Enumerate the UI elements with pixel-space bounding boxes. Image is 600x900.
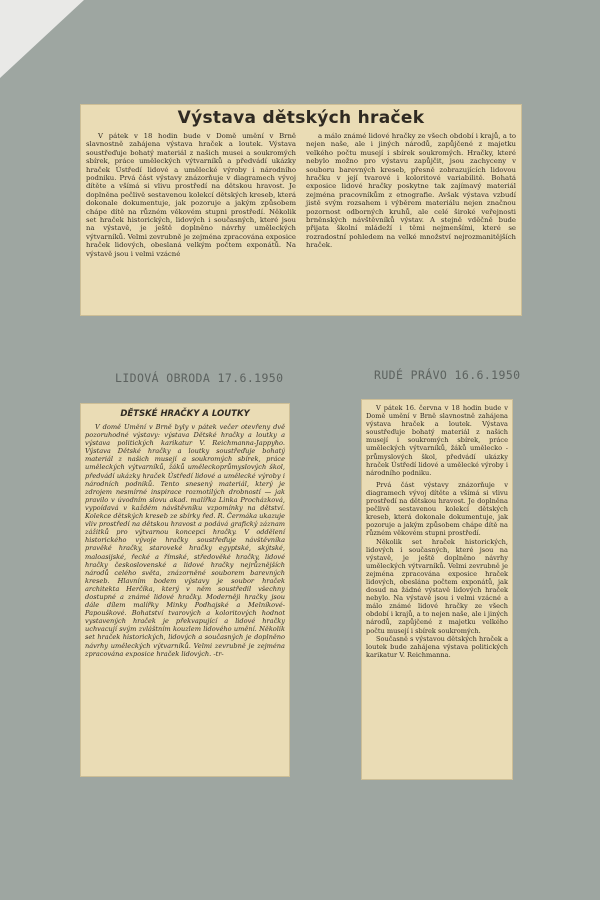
paragraph-3: Několik set hraček historických, lidových i současných, které jsou na výstavě, je ještě doplněno návrhy uměleckých výtvarníků. Velmi zevrubně je zejména zpracována exposice hraček lidových, obeslána počtem exponátů, jak dosud na žádné výstavě lidových hraček nebylo. Na výstavě jsou i velmi vzácné a málo známé lidové hračky ze všech období i krajů, a to nejen naše, ale i jiných národů, zapůjčené z majetku velkého počtu musejí i sbírek soukromých. bbox=[366, 537, 508, 635]
source-stamp-lidova-obroda: LIDOVÁ OBRODA 17.6.1950 bbox=[115, 371, 284, 385]
paragraph-4: Současně s výstavou dětských hraček a loutek bude zahájena výstava politických karikatur V. Reichmanna. bbox=[366, 634, 508, 659]
article-columns bbox=[80, 132, 522, 258]
article-headline: Výstava dětských hraček bbox=[177, 108, 425, 128]
clipping-rude-pravo bbox=[361, 399, 513, 780]
paragraph-2: Prvá část výstavy znázorňuje v diagramech vývoj dítěte a všímá si vlivu prostředí na dětskou hravost. Je doplněna pečlivě sestavenou kolekcí dětských kreseb, která dokonale dokumentuje, jak pozoruje a jakým způsobem chápe dítě na různém věkovém stupni prostředí. bbox=[366, 480, 508, 538]
article-column-right: a málo známé lidové hračky ze všech období i krajů, a to nejen naše, ale i jiných národů, zapůjčené z majetku velkého počtu musejí i sbírek soukromých. Hračky, které nebylo možno pro výstavu zapůjčit, jsou zachyceny v souboru barevných kreseb, přesně zobrazujících lidovou hračku v její tvarové i koloritové variabilitě. Bohatá exposice lidové hračky poskytne tak zajímavý materiál zejména pracovníkům z etnografie. Avšak výstava vzbudí jistě svým rozsahem i výběrem materiálu nejen značnou pozornost odborných kruhů, ale celé široké veřejnosti brněnských návštěvníků výstav. A stejně vděčně bude přijata školní mládeží i těmi nejmenšími, které se rozradostní pohledem na velké množství nejrozmanitějších hraček. bbox=[306, 132, 516, 250]
clipping-main-article bbox=[80, 104, 522, 316]
source-stamp-rude-pravo: RUDÉ PRÁVO 16.6.1950 bbox=[374, 368, 521, 382]
clipping-subhead: DĚTSKÉ HRAČKY A LOUTKY bbox=[120, 409, 250, 419]
clipping-lidova-obroda bbox=[80, 403, 290, 777]
article-column-left: V pátek v 18 hodin bude v Domě umění v Brně slavnostně zahájena výstava hraček a loutek. Výstava soustřeďuje bohatý materiál z našich musei a soukromých sbírek, práce uměleckých výtvarníků a předvádí ukázky hraček Ústředí lidové a umělecké výroby i národního podniku. Prvá část výstavy znázorňuje v diagramech vývoj dítěte a všímá si vlivu prostředí na dětskou hravost. Je doplněna pečlivě sestavenou kolekcí dětských kreseb, která dokonale dokumentuje, jak pozoruje a jakým způsobem chápe dítě na různém věkovém stupni prostředí. Několik set hraček historických, lidových i současných, které jsou na výstavě, je ještě doplněno návrhy uměleckých výtvarníků. Velmi zevrubně je zejména zpracována exposice hraček lidových, obeslaná velkým počtem exponátů. Na výstavě jsou i velmi vzácné bbox=[86, 132, 296, 258]
paragraph-1: V pátek 16. června v 18 hodin bude v Domě umění v Brně slavnostně zahájena výstava hraček a loutek. Výstava soustřeďuje bohatý materiál z našich musejí i soukromých sbírek, práce uměleckých výtvarníků, žáků umělecko - průmyslových škol, předvádí ukázky hraček Ústředí lidové a umělecké výroby i národního podniku. bbox=[366, 404, 508, 477]
clipping-body: V domě Umění v Brně byly v pátek večer otevřeny dvě pozoruhodné výstavy: výstava Dětské hračky a loutky a výstava politických karikatur V. Reichmanna-Jappyho. Výstava Dětské hračky a loutky soustřeďuje bohatý materiál z našich musejí a soukromých sbírek, práce uměleckých výtvarníků, žáků uměleckoprůmyslových škol, předvádí ukázky hraček Ústředí lidové a umělecké výroby i národních podniků. Tento snesený materiál, který je zdrojem nesmírné inspirace rozmotilých drobností — jak pravilo v úvodním slovu akad. malířka Linka Procházková, vypoídavá v každém návštěvníku vzpomínky na dětství. Kolekce dětských kreseb ze sbírky řed. R. Čermáka ukazuje vliv prostředí na dětskou hravost a podává grafický záznam zážitků pro výtvarnou koncepci hračky. V oddělení historického vývoje hračky soustřeďuje návštěvníka pravěké hračky, staroveké hračky egyptské, skýtské, maloasijské, řecké a římské, středověké hračky, lidové hračky československé a lidové hračky nejrůznějších národů celého světa, znázorněné souborem barevných kreseb. Hlavním bodem výstavy je soubor hraček architekta Herčíka, který v něm soustředil všechny dostupné a známé lidové hračky. Moderněji hračky jsou dále dílem malířky Minky Podhajské a Melníkové-Papouškové. Bohatství tvarových a koloritových hodnot vystavených hraček je překvapující a lidové hračky uchvacují svým zvláštním kouzlem lidového umění. Několik set hraček historických, lidových a současných je doplněno návrhy uměleckých výtvarníků. Velmi zevrubně je zejména zpracována exposice hraček lidových. -tr- bbox=[85, 423, 285, 658]
clipping-body bbox=[366, 404, 508, 659]
